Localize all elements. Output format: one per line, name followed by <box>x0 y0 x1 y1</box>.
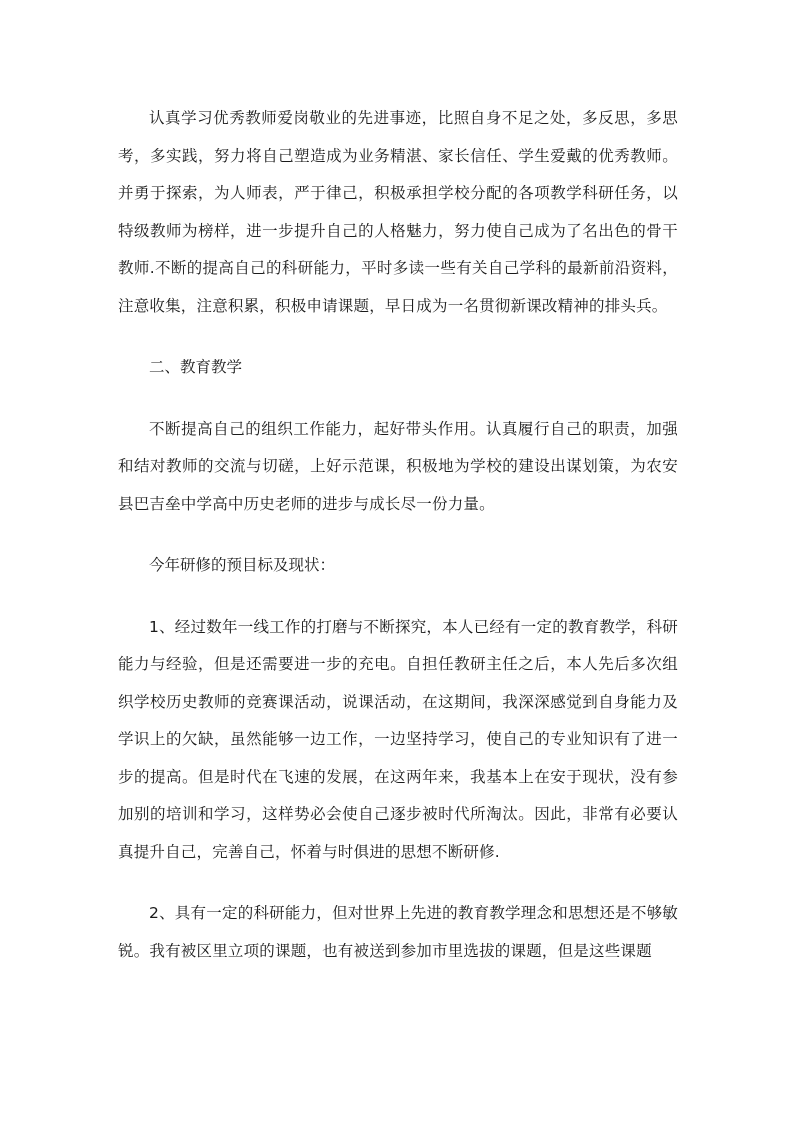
subheading-goals-and-status: 今年研修的预目标及现状： <box>149 556 336 574</box>
section-heading-education-teaching: 二、教育教学 <box>149 358 243 376</box>
paragraph-item-1: 1、经过数年一线工作的打磨与不断探究，本人已经有一定的教育教学，科研能力与经验，但是还需要进一步的充电。自担任教研主任之后，本人先后多次组织学校历史教师的竞赛课活动，说课活动，在这期间，我深深感觉到自身能力及学识上的欠缺，虽然能够一边工作，一边坚持学习，使自己的专业知识有了进一步的提高。但是时代在飞速的发展，在这两年来，我基本上在安于现状，没有参加别的培训和学习，这样势必会使自己逐步被时代所淘汰。因此，非常有必要认真提升自己，完善自己，怀着与时俱进的思想不断研修. <box>118 617 678 861</box>
document-page <box>118 100 678 994</box>
paragraph-teacher-development: 认真学习优秀教师爱岗敬业的先进事迹，比照自身不足之处，多反思，多思考，多实践，努力将自己塑造成为业务精湛、家长信任、学生爱戴的优秀教师。并勇于探索，为人师表，严于律己，积极承担学校分配的各项教学科研任务，以特级教师为榜样，进一步提升自己的人格魅力，努力使自己成为了名出色的骨干教师.不断的提高自己的科研能力，平时多读一些有关自己学科的最新前沿资料，注意收集，注意积累，积极申请课题，早日成为一名贯彻新课改精神的排头兵。 <box>118 109 678 315</box>
paragraph-item-2: 2、具有一定的科研能力，但对世界上先进的教育教学理念和思想还是不够敏锐。我有被区里立项的课题，也有被送到参加市里选拔的课题，但是这些课题 <box>118 904 678 960</box>
paragraph-organization-ability: 不断提高自己的组织工作能力，起好带头作用。认真履行自己的职责，加强和结对教师的交流与切磋，上好示范课，积极地为学校的建设出谋划策，为农安县巴吉垒中学高中历史老师的进步与成长尽一份力量。 <box>118 419 678 513</box>
